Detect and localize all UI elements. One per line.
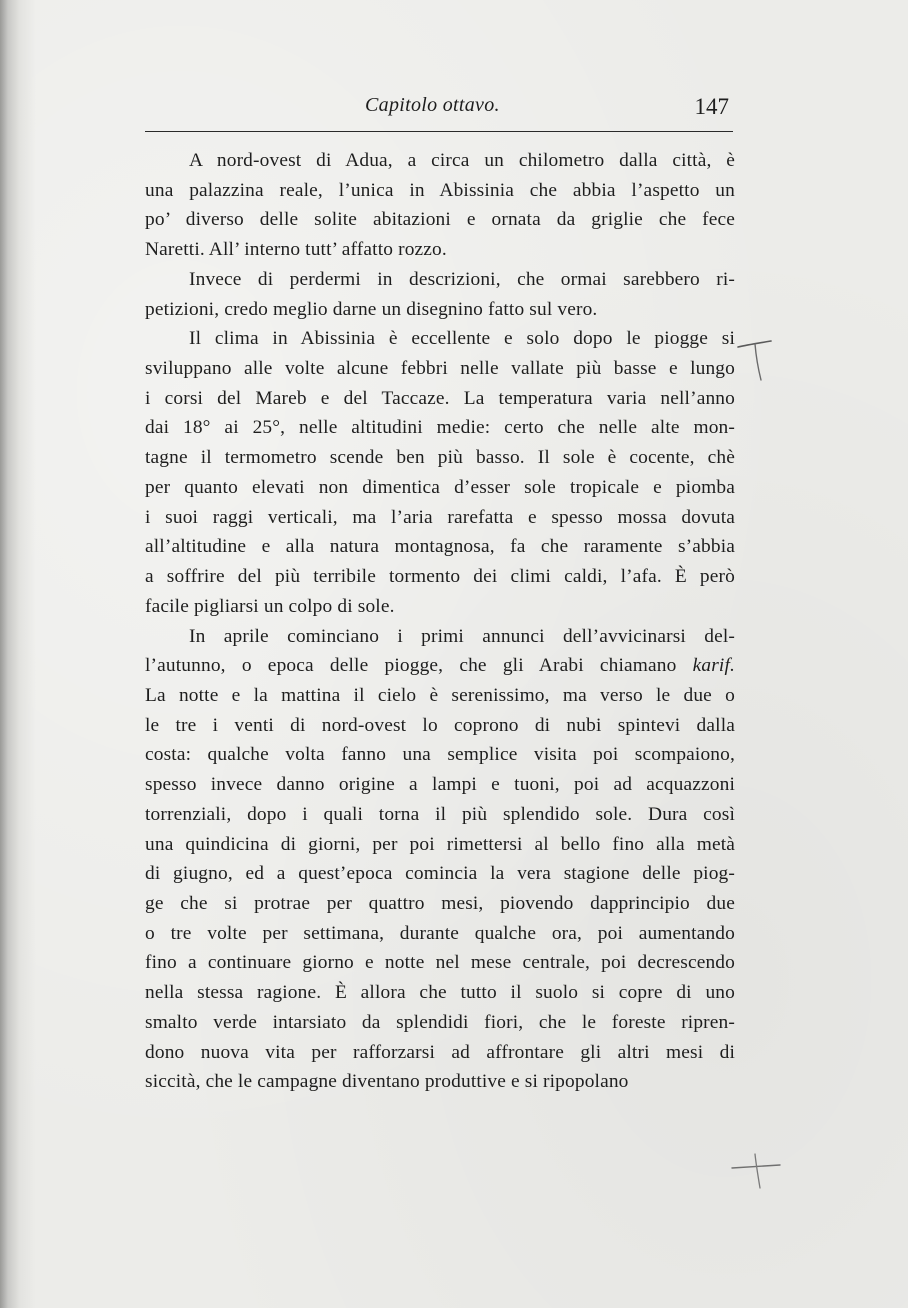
- text-line: La notte e la mattina il cielo è serenissimo, ma verso le due o: [145, 684, 735, 706]
- page-number: 147: [694, 94, 729, 119]
- text-line: Naretti. All’ interno tutt’ affatto rozzo.: [145, 239, 447, 261]
- text-line: di giugno, ed a quest’epoca comincia la vera stagione delle piog-: [145, 863, 735, 885]
- binding-shadow: [0, 0, 36, 1308]
- text-line: In aprile cominciano i primi annunci dell’avvicinarsi del-: [189, 625, 735, 647]
- text-line: spesso invece danno origine a lampi e tuoni, poi ad acquazzoni: [145, 774, 735, 796]
- text-line: dono nuova vita per rafforzarsi ad affrontare gli altri mesi di: [145, 1041, 735, 1063]
- text-line: all’altitudine e alla natura montagnosa, fa che raramente s’abbia: [145, 536, 735, 558]
- text-line: per quanto elevati non dimentica d’esser sole tropicale e piomba: [145, 476, 735, 498]
- text-line: o tre volte per settimana, durante qualche ora, poi aumentando: [145, 922, 735, 944]
- text-line: A nord-ovest di Adua, a circa un chilometro dalla città, è: [189, 150, 735, 171]
- text-line: nella stessa ragione. È allora che tutto il suolo si copre di uno: [145, 982, 735, 1004]
- text-line: le tre i venti di nord-ovest lo coprono di nubi spintevi dalla: [145, 714, 735, 736]
- text-line: una palazzina reale, l’unica in Abissinia che abbia l’aspetto un: [145, 179, 735, 201]
- text-line: l’autunno, o epoca delle piogge, che gli Arabi chiamano karif.: [145, 655, 735, 677]
- header-rule: [145, 131, 733, 132]
- pencil-margin-mark-bottom: [728, 1150, 784, 1192]
- running-header: [145, 92, 735, 126]
- text-line: i corsi del Mareb e del Taccaze. La temperatura varia nell’anno: [145, 387, 735, 409]
- running-title: Capitolo ottavo.: [365, 94, 500, 116]
- text-line: dai 18° ai 25°, nelle altitudini medie: certo che nelle alte mon-: [145, 417, 735, 439]
- text-line: smalto verde intarsiato da splendidi fiori, che le foreste ripren-: [145, 1011, 735, 1033]
- body-text: [145, 146, 735, 1097]
- text-line: torrenziali, dopo i quali torna il più splendido sole. Dura così: [145, 803, 735, 825]
- text-line: a soffrire del più terribile tormento dei climi caldi, l’afa. È però: [145, 566, 735, 588]
- text-line: una quindicina di giorni, per poi rimettersi al bello fino alla metà: [145, 833, 735, 855]
- text-line: costa: qualche volta fanno una semplice visita poi scompaiono,: [145, 744, 735, 766]
- text-line: facile pigliarsi un colpo di sole.: [145, 595, 395, 617]
- text-line: Invece di perdermi in descrizioni, che ormai sarebbero ri-: [189, 268, 735, 290]
- text-line: siccità, che le campagne diventano produttive e si ripopolano: [145, 1071, 629, 1093]
- text-line: petizioni, credo meglio darne un disegnino fatto sul vero.: [145, 298, 598, 320]
- text-line: Il clima in Abissinia è eccellente e solo dopo le piogge si: [189, 328, 735, 350]
- text-line: tagne il termometro scende ben più basso. Il sole è cocente, chè: [145, 447, 735, 469]
- text-line: fino a continuare giorno e notte nel mese centrale, poi decrescendo: [145, 952, 735, 974]
- text-line: po’ diverso delle solite abitazioni e ornata da griglie che fece: [145, 209, 735, 231]
- text-line: sviluppano alle volte alcune febbri nelle vallate più basse e lungo: [145, 358, 735, 380]
- pencil-margin-mark-top: [735, 338, 775, 384]
- text-line: i suoi raggi verticali, ma l’aria rarefatta e spesso mossa dovuta: [145, 506, 735, 528]
- text-line: ge che si protrae per quattro mesi, piovendo dapprincipio due: [145, 892, 735, 914]
